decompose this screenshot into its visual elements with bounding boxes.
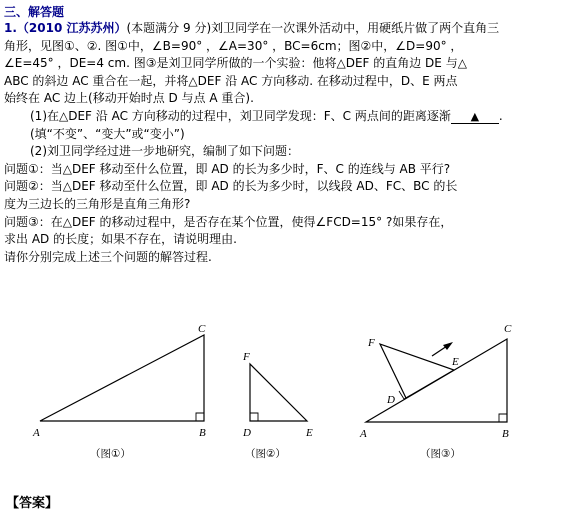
fig2-caption: （图②） bbox=[245, 448, 286, 460]
problem-text-line: ∠E=45° ，DE=4 cm. 图③是刘卫同学所做的一个实验：他将△DEF 的直角边 DE 与△ bbox=[4, 56, 467, 71]
fig3-label-a: A bbox=[360, 428, 367, 440]
answer-label: 【答案】 bbox=[6, 496, 59, 511]
sub-question-line: 问题②：当△DEF 移动至什么位置，即 AD 的长为多少时，以线段 AD、FC、BC 的长 bbox=[4, 179, 458, 194]
question-1-hint: (填“不变”、“变大”或“变小”) bbox=[30, 126, 185, 141]
fig1-right-angle-mark bbox=[196, 413, 204, 421]
fig3-arrow-head bbox=[443, 342, 453, 350]
fig2-triangle bbox=[250, 364, 307, 421]
fig1-triangle bbox=[40, 335, 204, 421]
blank-marker: ▲ bbox=[470, 109, 480, 123]
fig1-label-c: C bbox=[198, 323, 206, 335]
fig3-label-e: E bbox=[452, 356, 459, 368]
question-1 bbox=[4, 108, 566, 126]
sub-question-line: 请你分别完成上述三个问题的解答过程. bbox=[4, 249, 212, 264]
problem-text-line: ABC 的斜边 AC 重合在一起，并将△DEF 沿 AC 方向移动. 在移动过程中，D、E 两点 bbox=[4, 73, 458, 88]
fig2-label-f: F bbox=[243, 351, 250, 363]
fig3-direction-arrow bbox=[432, 346, 447, 356]
question-2-intro: (2)刘卫同学经过进一步地研究，编制了如下问题： bbox=[30, 144, 299, 159]
fig1-label-b: B bbox=[199, 427, 206, 439]
question-1-text: (1)在△DEF 沿 AC 方向移动的过程中，刘卫同学发现：F、C 两点间的距离逐渐 bbox=[30, 108, 451, 123]
sub-question-line: 求出 AD 的长度；如果不存在，请说明理由. bbox=[4, 232, 237, 247]
fig1-caption: （图①） bbox=[90, 448, 131, 460]
answer-blank bbox=[451, 110, 499, 124]
fig2-label-d: D bbox=[243, 427, 251, 439]
problem-text bbox=[4, 20, 566, 266]
fig3-label-c: C bbox=[504, 323, 512, 335]
sub-question-line: 度为三边长的三角形是直角三角形? bbox=[4, 196, 191, 211]
fig1-label-a: A bbox=[33, 427, 40, 439]
problem-line-1 bbox=[4, 20, 566, 38]
sub-question-line: 问题①：当△DEF 移动至什么位置，即 AD 的长为多少时，F、C 的连线与 AB 平行? bbox=[4, 161, 451, 176]
fig3-label-f: F bbox=[368, 337, 375, 349]
figures bbox=[0, 315, 569, 465]
problem-text-line: 始终在 AC 边上(移动开始时点 D 与点 A 重合). bbox=[4, 91, 254, 106]
fig2-label-e: E bbox=[306, 427, 313, 439]
fig3-caption: （图③） bbox=[420, 448, 461, 460]
problem-text-line: (本题满分 9 分)刘卫同学在一次课外活动中，用硬纸片做了两个直角三 bbox=[126, 21, 500, 35]
problem-source: （2010 江苏苏州） bbox=[16, 21, 127, 35]
fig3-label-b: B bbox=[502, 428, 509, 440]
fig3-label-d: D bbox=[387, 394, 395, 406]
sub-question-line: 问题③：在△DEF 的移动过程中，是否存在某个位置，使得∠FCD=15° ?如果存在， bbox=[4, 214, 453, 229]
question-1-end: . bbox=[498, 108, 503, 123]
section-title: 三、解答题 bbox=[4, 5, 65, 19]
fig3-right-angle-mark bbox=[499, 414, 507, 422]
fig2-right-angle-mark bbox=[250, 413, 258, 421]
fig3-triangle-def bbox=[380, 344, 454, 398]
problem-number: 1. bbox=[4, 21, 17, 35]
problem-text-line: 角形，见图①、②. 图①中，∠B=90° ，∠A=30° ，BC=6cm；图②中，∠D=90° ， bbox=[4, 38, 463, 53]
